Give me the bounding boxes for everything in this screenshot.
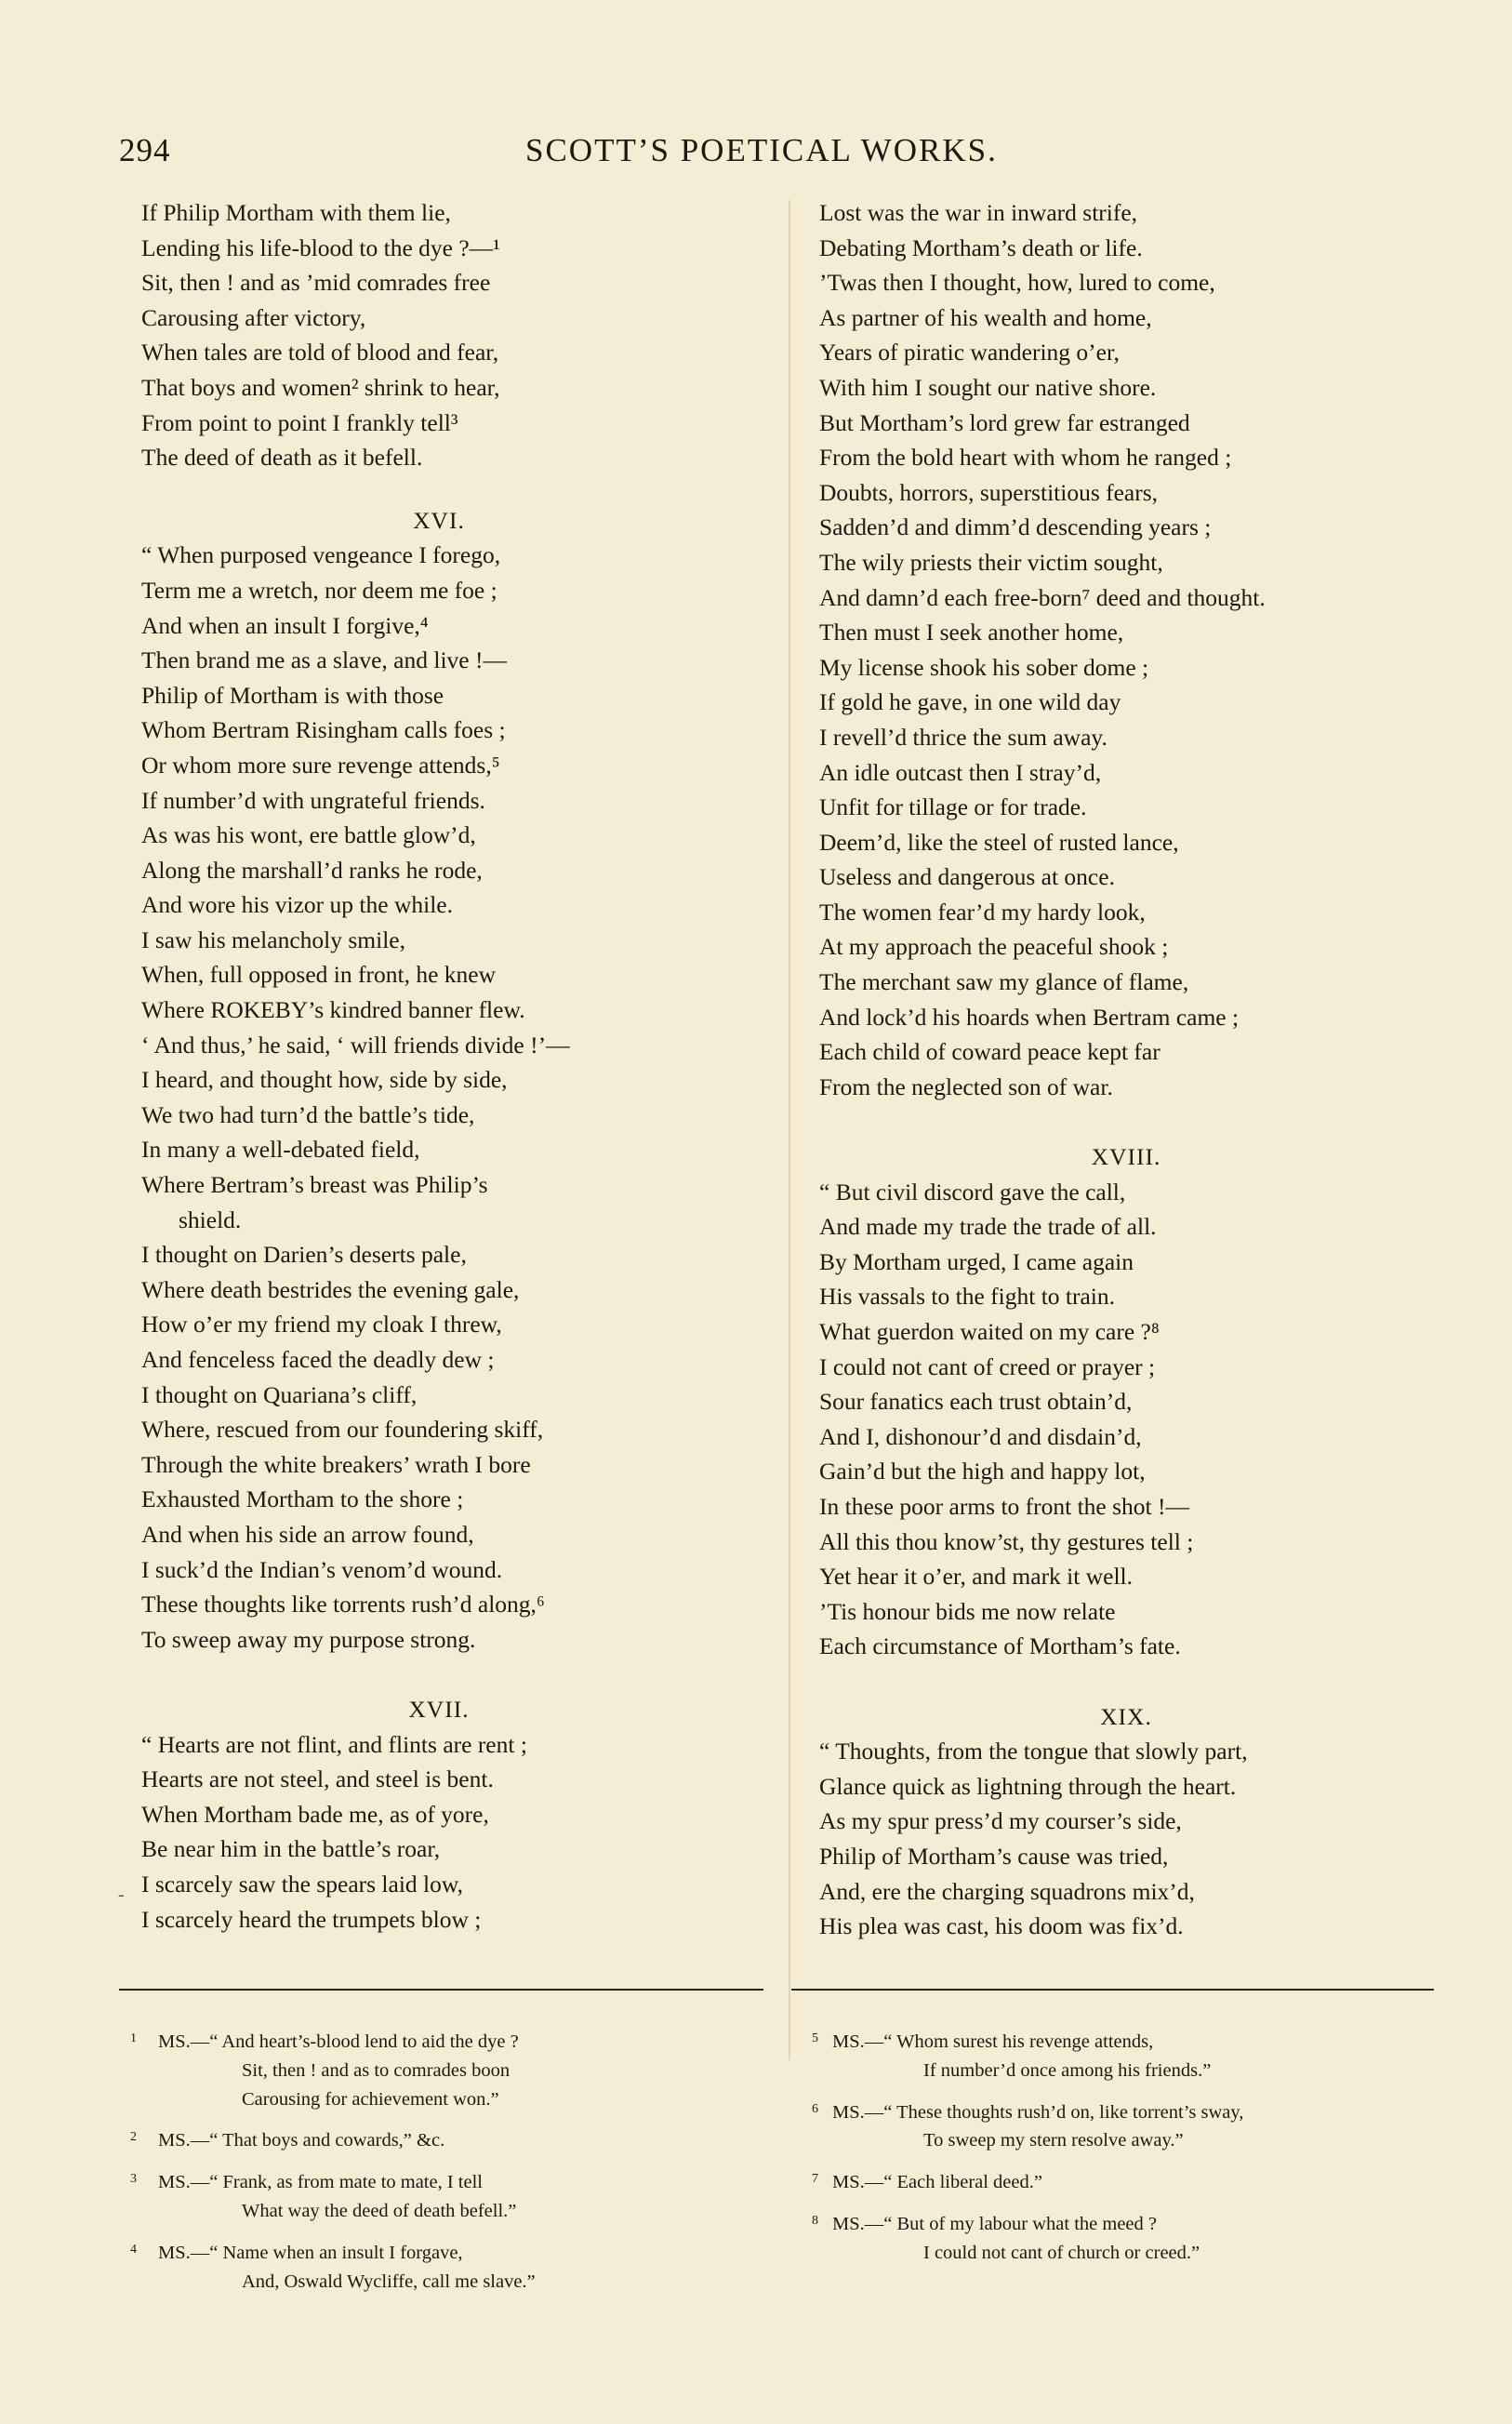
verse-line: And made my trade the trade of all. [819, 1213, 1157, 1241]
verse-line: ’Tis honour bids me now relate [819, 1597, 1116, 1625]
footnote-text: MS.—“ Frank, as from mate to mate, I tell [158, 2172, 483, 2193]
verse-line: Where death bestrides the evening gale, [141, 1275, 520, 1303]
footnote-marker: 1 [130, 2031, 137, 2045]
footnote-7 [812, 2168, 1444, 2197]
footnote-text: And, Oswald Wycliffe, call me slave.” [242, 2271, 536, 2292]
verse-line: ’Twas then I thought, how, lured to come, [819, 269, 1215, 297]
footnote-marker: 8 [812, 2213, 818, 2228]
running-title: SCOTT’S POETICAL WORKS. [525, 132, 998, 168]
footnote-text: If number’d once among his friends.” [923, 2059, 1212, 2081]
verse-line: Where Bertram’s breast was Philip’s [141, 1171, 488, 1199]
stanza-xix [819, 1699, 1433, 1944]
verse-line: Then must I seek another home, [819, 619, 1124, 646]
verse-line: If number’d with ungrateful friends. [141, 786, 485, 814]
verse-line: The merchant saw my glance of flame, [819, 968, 1189, 996]
verse-line: If Philip Mortham with them lie, [141, 199, 451, 226]
left-opening-lines [141, 195, 736, 475]
footnote-6 [812, 2098, 1444, 2156]
verse-line: Glance quick as lightning through the heart. [819, 1772, 1237, 1800]
footnote-text: MS.—“ These thoughts rush’d on, like torrent’s sway, [832, 2101, 1244, 2123]
verse-line: Yet hear it o’er, and mark it well. [819, 1563, 1134, 1591]
footnote-marker: 7 [812, 2172, 818, 2187]
verse-line: Or whom more sure revenge attends,⁵ [141, 751, 500, 779]
verse-line: When tales are told of blood and fear, [141, 339, 499, 366]
footnote-text: What way the deed of death befell.” [242, 2200, 517, 2221]
verse-line: Doubts, horrors, superstitious fears, [819, 478, 1159, 506]
footnote-text: MS.—“ That boys and cowards,” &c. [158, 2130, 445, 2151]
verse-line: I thought on Quariana’s cliff, [141, 1380, 418, 1408]
verse-line: As partner of his wealth and home, [819, 303, 1152, 331]
verse-line: From point to point I frankly tell³ [141, 408, 458, 436]
verse-line: And I, dishonour’d and disdain’d, [819, 1422, 1142, 1450]
stanza-xvii [141, 1692, 736, 1937]
right-opening-lines [819, 195, 1433, 1104]
verse-line-continuation: shield. [179, 1205, 242, 1233]
margin-mark: - [118, 1885, 125, 1905]
footnote-marker: 5 [812, 2031, 818, 2045]
verse-line: With him I sought our native shore. [819, 373, 1157, 401]
footnote-5 [812, 2028, 1444, 2085]
verse-line: And when his side an arrow found, [141, 1520, 474, 1548]
verse-line: When, full opposed in front, he knew [141, 961, 496, 989]
footnote-text: MS.—“ Each liberal deed.” [832, 2172, 1042, 2193]
verse-line: Sadden’d and dimm’d descending years ; [819, 513, 1212, 541]
verse-line: Debating Mortham’s death or life. [819, 233, 1143, 261]
verse-line: Hearts are not steel, and steel is bent. [141, 1765, 494, 1793]
verse-line: I scarcely heard the trumpets blow ; [141, 1905, 482, 1933]
verse-line: Be near him in the battle’s roar, [141, 1835, 441, 1863]
footnote-rule-right [791, 1989, 1434, 1991]
verse-line: Years of piratic wandering o’er, [819, 339, 1120, 366]
verse-line: In many a well-debated field, [141, 1136, 420, 1164]
stanza-numeral: XIX. [1100, 1702, 1152, 1730]
verse-line: If gold he gave, in one wild day [819, 688, 1121, 716]
left-column [141, 195, 736, 1937]
stanza-numeral: XVII. [408, 1695, 470, 1723]
footnote-8 [812, 2210, 1444, 2268]
footnote-text: MS.—“ But of my labour what the meed ? [832, 2213, 1158, 2234]
verse-line: Philip of Mortham is with those [141, 681, 444, 709]
verse-line: And fenceless faced the deadly dew ; [141, 1346, 495, 1373]
verse-line: Each circumstance of Mortham’s fate. [819, 1632, 1181, 1660]
verse-line: The deed of death as it befell. [141, 444, 423, 472]
verse-line: And when an insult I forgive,⁴ [141, 611, 429, 639]
verse-line: We two had turn’d the battle’s tide, [141, 1100, 475, 1128]
verse-line: His plea was cast, his doom was fix’d. [819, 1912, 1184, 1940]
verse-line: From the neglected son of war. [819, 1072, 1113, 1100]
verse-line: Carousing after victory, [141, 303, 366, 331]
verse-line: “ But civil discord gave the call, [819, 1178, 1126, 1205]
verse-line: I could not cant of creed or prayer ; [819, 1352, 1156, 1380]
verse-line: Unfit for tillage or for trade. [819, 793, 1087, 821]
column-divider [789, 200, 790, 2060]
verse-line: These thoughts like torrents rush’d along,⁶ [141, 1591, 545, 1618]
verse-line: And lock’d his hoards when Bertram came ; [819, 1003, 1240, 1031]
verse-line: I revell’d thrice the sum away. [819, 723, 1107, 751]
verse-line: What guerdon waited on my care ?⁸ [819, 1318, 1160, 1345]
verse-line: An idle outcast then I stray’d, [819, 758, 1102, 786]
verse-line: And damn’d each free-born⁷ deed and thought. [819, 583, 1266, 611]
verse-line: And, ere the charging squadrons mix’d, [819, 1877, 1195, 1905]
verse-line: Each child of coward peace kept far [819, 1038, 1161, 1066]
verse-line: I scarcely saw the spears laid low, [141, 1870, 464, 1898]
verse-line: And wore his vizor up the while. [141, 891, 453, 919]
verse-line: Gain’d but the high and happy lot, [819, 1458, 1146, 1485]
verse-line: ‘ And thus,’ he said, ‘ will friends divide !’— [141, 1031, 570, 1059]
footnote-text: To sweep my stern resolve away.” [923, 2130, 1184, 2151]
footnote-4 [130, 2239, 763, 2297]
verse-line: I heard, and thought how, side by side, [141, 1066, 508, 1094]
verse-line: Where ROKEBY’s kindred banner flew. [141, 996, 525, 1024]
footnote-rule-left [119, 1989, 763, 1991]
verse-line: But Mortham’s lord grew far estranged [819, 408, 1190, 436]
footnotes-right [812, 2028, 1444, 2281]
verse-line: Exhausted Mortham to the shore ; [141, 1485, 464, 1513]
verse-line: Where, rescued from our foundering skiff, [141, 1416, 544, 1444]
verse-line: That boys and women² shrink to hear, [141, 373, 500, 401]
footnotes-left [130, 2028, 763, 2309]
verse-line: The women fear’d my hardy look, [819, 898, 1146, 926]
verse-line: Then brand me as a slave, and live !— [141, 646, 507, 674]
verse-line: The wily priests their victim sought, [819, 548, 1163, 576]
footnote-2 [130, 2126, 763, 2155]
stanza-numeral: XVIII. [1091, 1143, 1161, 1171]
page-header [119, 132, 1049, 179]
stanza-xviii [819, 1139, 1433, 1664]
verse-line: His vassals to the fight to train. [819, 1283, 1116, 1311]
verse-line: To sweep away my purpose strong. [141, 1625, 476, 1653]
right-column [819, 195, 1433, 1944]
footnote-text: MS.—“ And heart’s-blood lend to aid the dye ? [158, 2031, 519, 2052]
verse-line: Useless and dangerous at once. [819, 863, 1115, 891]
verse-line: I saw his melancholy smile, [141, 926, 405, 953]
verse-line: Through the white breakers’ wrath I bore [141, 1450, 531, 1478]
verse-line: Sour fanatics each trust obtain’d, [819, 1388, 1133, 1416]
verse-line: “ When purposed vengeance I forego, [141, 541, 501, 569]
verse-line: Philip of Mortham’s cause was tried, [819, 1842, 1169, 1870]
verse-line: “ Hearts are not flint, and flints are rent ; [141, 1730, 527, 1758]
verse-line: Sit, then ! and as ’mid comrades free [141, 269, 491, 297]
verse-line: Lost was the war in inward strife, [819, 199, 1138, 226]
footnote-marker: 6 [812, 2101, 818, 2116]
verse-line: Lending his life-blood to the dye ?—¹ [141, 233, 500, 261]
verse-line: By Mortham urged, I came again [819, 1247, 1134, 1275]
verse-line: “ Thoughts, from the tongue that slowly part, [819, 1738, 1248, 1765]
footnote-marker: 2 [130, 2130, 137, 2145]
verse-line: My license shook his sober dome ; [819, 653, 1149, 681]
footnote-text: MS.—“ Whom surest his revenge attends, [832, 2031, 1154, 2052]
verse-line: From the bold heart with whom he ranged ; [819, 444, 1232, 472]
footnote-text: Carousing for achievement won.” [242, 2088, 499, 2110]
page-number: 294 [119, 132, 171, 168]
verse-line: Deem’d, like the steel of rusted lance, [819, 828, 1179, 856]
verse-line: In these poor arms to front the shot !— [819, 1492, 1190, 1520]
verse-line: All this thou know’st, thy gestures tell ; [819, 1527, 1194, 1555]
verse-line: I thought on Darien’s deserts pale, [141, 1241, 467, 1269]
verse-line: Term me a wretch, nor deem me foe ; [141, 576, 497, 604]
footnote-1 [130, 2028, 763, 2113]
verse-line: How o’er my friend my cloak I threw, [141, 1311, 502, 1339]
verse-line: As was his wont, ere battle glow’d, [141, 821, 476, 849]
stanza-numeral: XVI. [413, 506, 465, 534]
verse-line: I suck’d the Indian’s venom’d wound. [141, 1555, 503, 1583]
verse-line: At my approach the peaceful shook ; [819, 933, 1169, 961]
verse-line: When Mortham bade me, as of yore, [141, 1800, 489, 1828]
footnote-3 [130, 2168, 763, 2226]
verse-line: Whom Bertram Risingham calls foes ; [141, 716, 506, 744]
verse-line: Along the marshall’d ranks he rode, [141, 856, 483, 884]
footnote-text: Sit, then ! and as to comrades boon [242, 2059, 511, 2081]
verse-line: As my spur press’d my courser’s side, [819, 1807, 1182, 1835]
footnote-marker: 4 [130, 2242, 137, 2257]
stanza-xvi [141, 503, 736, 1658]
footnote-text: I could not cant of church or creed.” [923, 2242, 1200, 2263]
footnote-marker: 3 [130, 2172, 137, 2187]
footnote-text: MS.—“ Name when an insult I forgave, [158, 2242, 463, 2263]
